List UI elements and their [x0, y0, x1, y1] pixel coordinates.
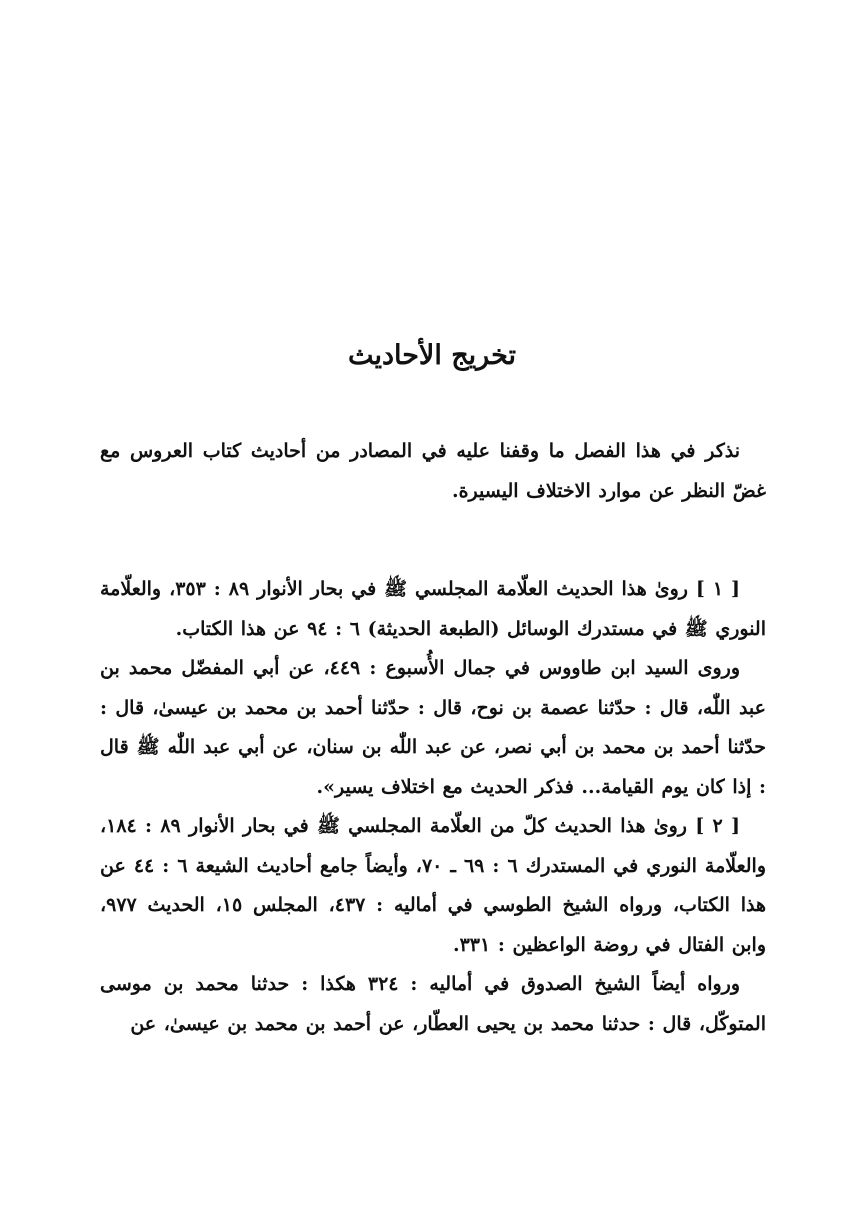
intro-paragraph: نذكر في هذا الفصل ما وقفنا عليه في المصادر من أحاديث كتاب العروس مع غضّ النظر عن موارد الاختلاف اليسيرة.	[100, 440, 766, 502]
hadith-1-chain-paragraph: وروى السيد ابن طاووس في جمال الأُسبوع : ٤٤٩، عن أبي المفضّل محمد بن عبد اللّٰه، قال : حدّثنا عصمة بن نوح، قال : حدّثنا أحمد بن محمد بن عيسىٰ، قال : حدّثنا أحمد بن محمد بن أبي نصر، عن عبد اللّٰه بن سنان، عن أبي عبد اللّٰه ﷺ قال : إذا كان يوم القيامة... فذكر الحديث مع اختلاف يسير».	[100, 657, 766, 798]
hadith-2-paragraph: [ ٢ ] روىٰ هذا الحديث كلّ من العلّامة المجلسي ﷺ في بحار الأنوار ٨٩ : ١٨٤، والعلّامة النوري في المستدرك ٦ : ٦٩ ـ ٧٠، وأيضاً جامع أحاديث الشيعة ٦ : ٤٤ عن هذا الكتاب، ورواه الشيخ الطوسي في أماليه : ٤٣٧، المجلس ١٥، الحديث ٩٧٧، وابن الفتال في روضة الواعظين : ٣٣١.	[100, 815, 766, 956]
main-text	[100, 570, 766, 1044]
hadith-2-chain-paragraph: ورواه أيضاً الشيخ الصدوق في أماليه : ٣٢٤ هكذا : حدثنا محمد بن موسى المتوكّل، قال : حدثنا محمد بن يحيى العطّار، عن أحمد بن محمد بن عيسىٰ، عن	[100, 973, 766, 1035]
hadith-1-paragraph: [ ١ ] روىٰ هذا الحديث العلّامة المجلسي ﷺ في بحار الأنوار ٨٩ : ٣٥٣، والعلّامة النوري ﷺ في مستدرك الوسائل (الطبعة الحديثة) ٦ : ٩٤ عن هذا الكتاب.	[100, 578, 766, 640]
page-title: تخريج الأحاديث	[347, 340, 517, 371]
